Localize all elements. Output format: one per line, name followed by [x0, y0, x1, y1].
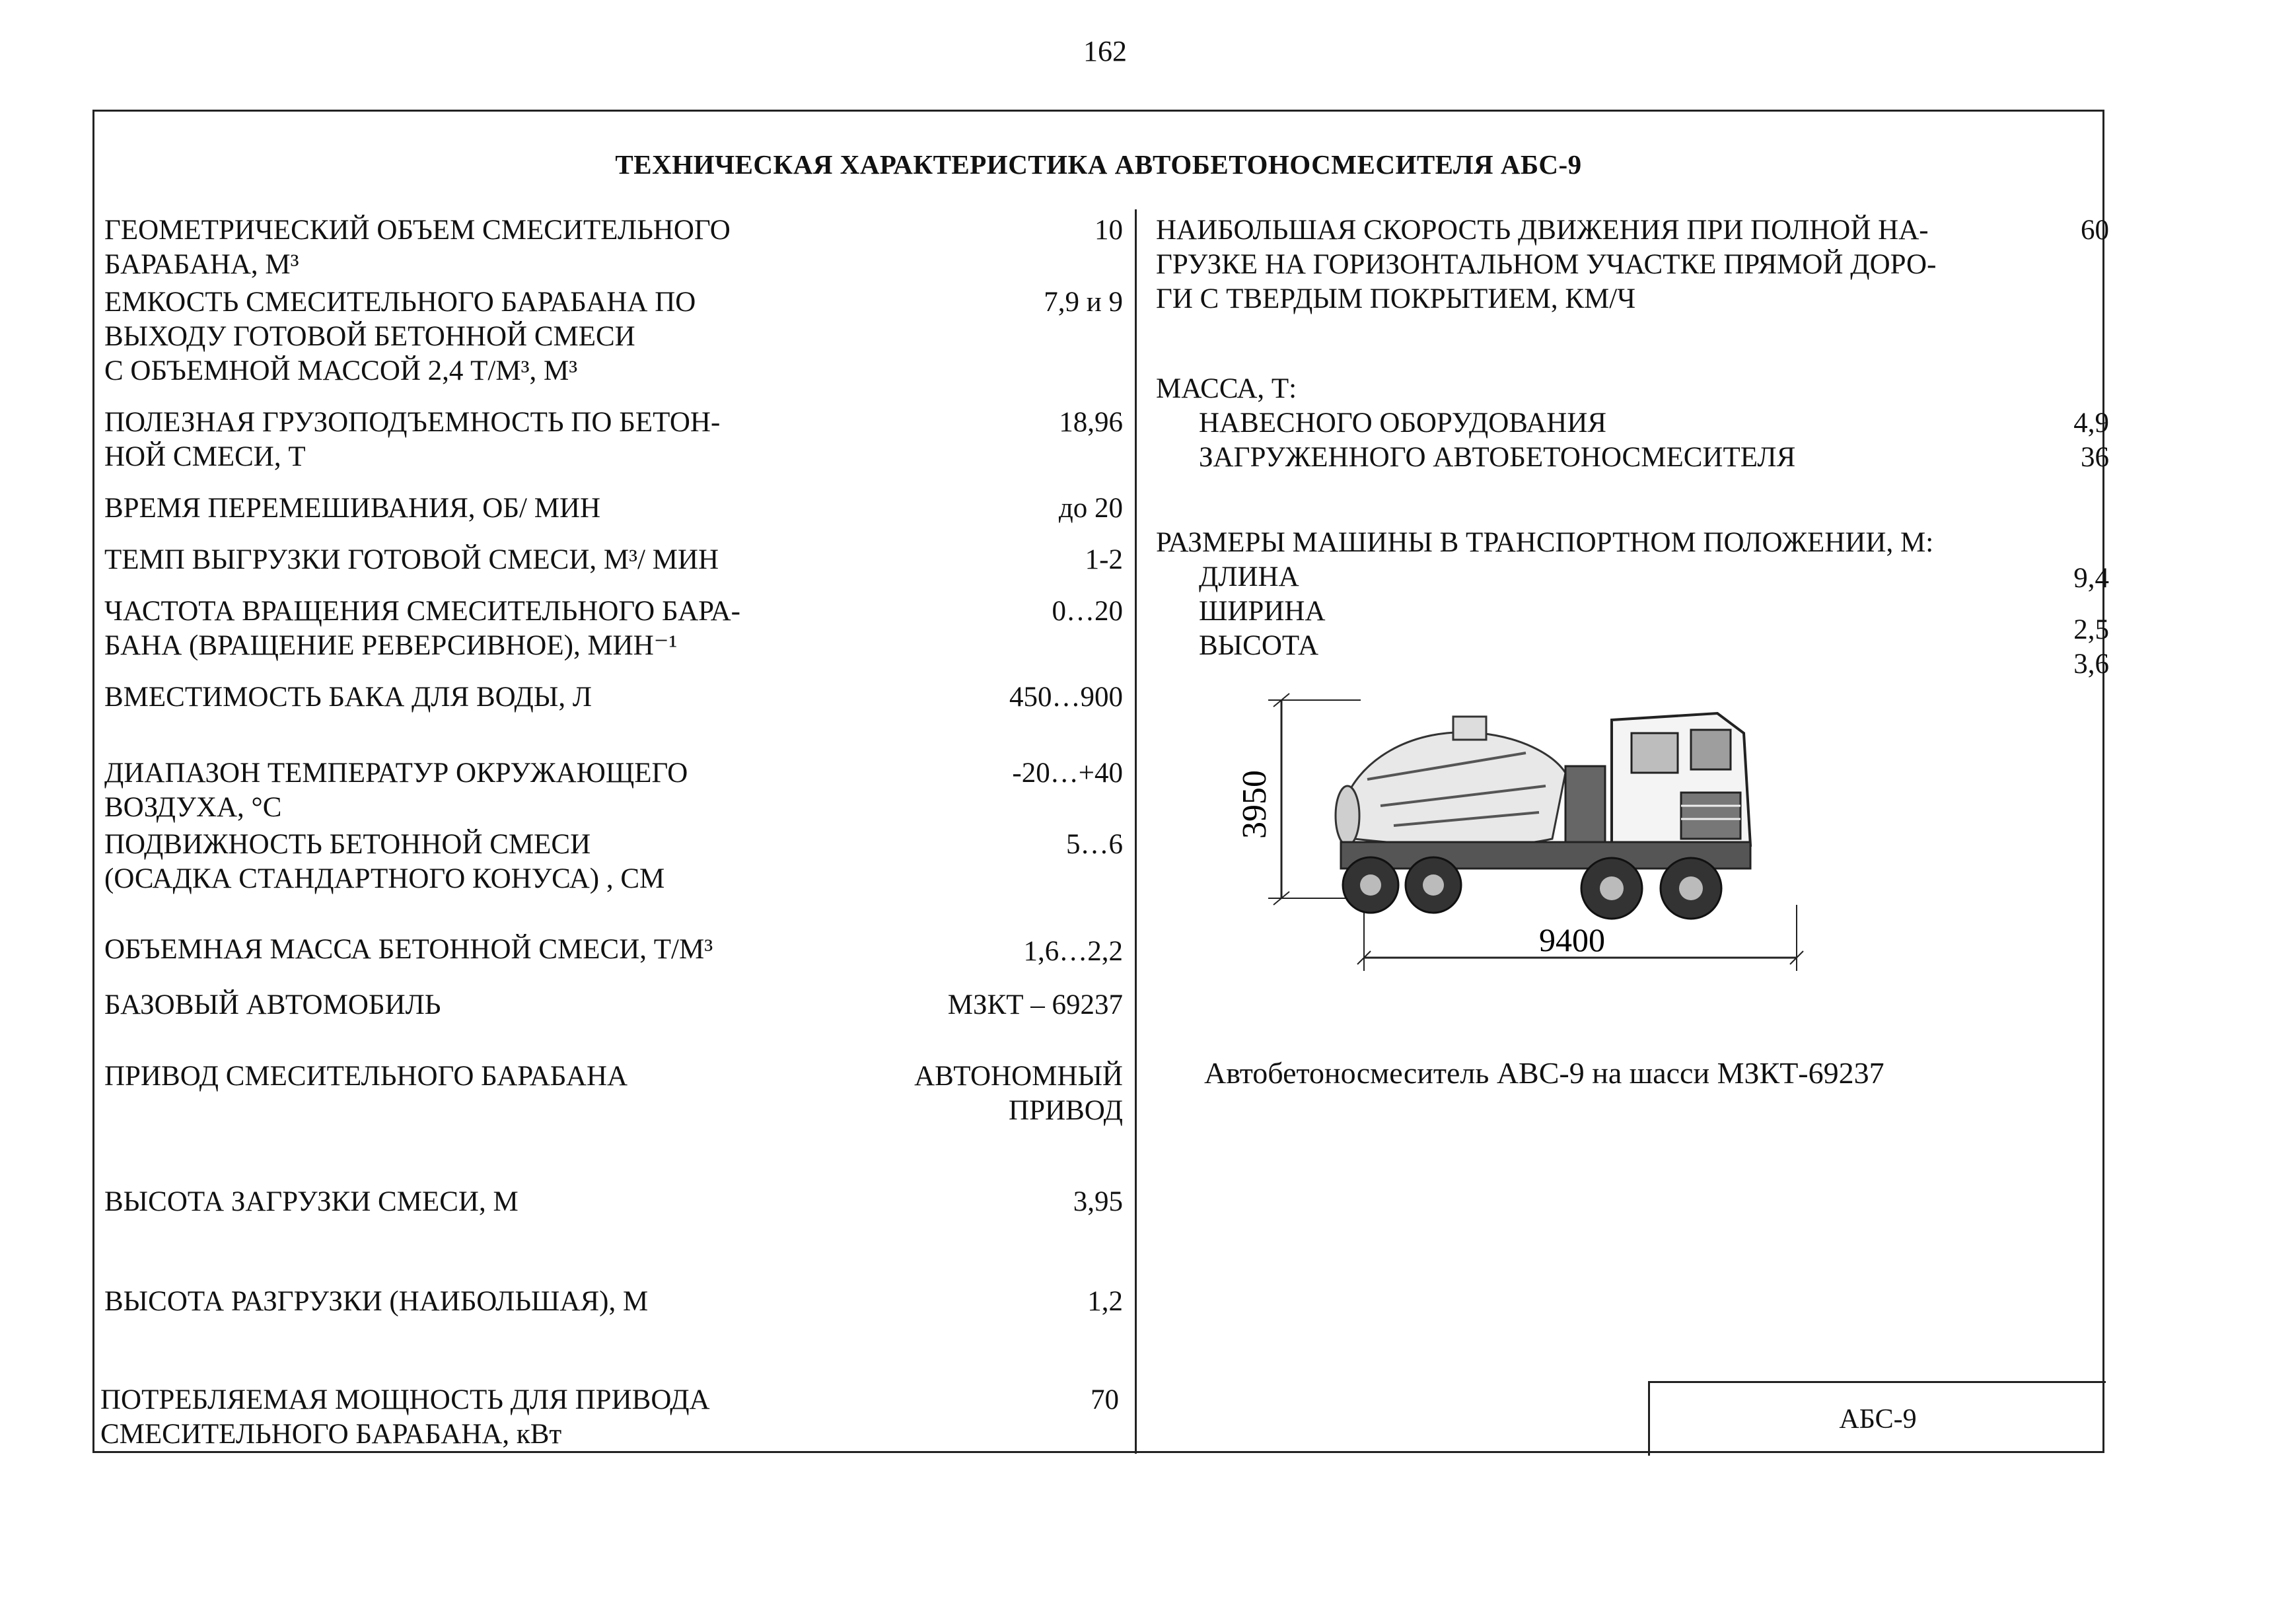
size-item-value: 9,4 [2073, 563, 2109, 594]
spec-label: ВЫСОТА ЗАГРУЗКИ СМЕСИ, М [104, 1186, 519, 1217]
mixer-drum [1336, 717, 1565, 847]
spec-label: ВМЕСТИМОСТЬ БАКА ДЛЯ ВОДЫ, Л [104, 682, 592, 713]
truck-drawing [1236, 680, 1810, 984]
spec-label: ПОДВИЖНОСТЬ БЕТОННОЙ СМЕСИ (ОСАДКА СТАНДАРТНОГО КОНУСА) , СМ [104, 829, 665, 894]
dimension-height-label: 3950 [1236, 770, 1274, 839]
spec-label: ВРЕМЯ ПЕРЕМЕШИВАНИЯ, ОБ/ МИН [104, 493, 601, 524]
spec-label: ГЕОМЕТРИЧЕСКИЙ ОБЪЕМ СМЕСИТЕЛЬНОГО БАРАБАНА, М³ [104, 215, 731, 280]
truck-cab [1565, 713, 1750, 852]
size-item-value: 3,6 [2073, 649, 2109, 680]
spec-value: 10 [1094, 215, 1123, 246]
mass-item-label: ЗАГРУЖЕННОГО АВТОБЕТОНОСМЕСИТЕЛЯ [1199, 442, 1796, 473]
spec-value: 0…20 [1052, 596, 1123, 627]
speed-value: 60 [2081, 215, 2109, 246]
spec-value: 1,6…2,2 [1023, 936, 1123, 967]
spec-label: ПОЛЕЗНАЯ ГРУЗОПОДЪЕМНОСТЬ ПО БЕТОН- НОЙ СМЕСИ, Т [104, 407, 721, 472]
dimension-length-label: 9400 [1539, 921, 1605, 958]
size-item-label: ВЫСОТА [1199, 630, 1319, 661]
spec-label: ОБЪЕМНАЯ МАССА БЕТОННОЙ СМЕСИ, Т/М³ [104, 934, 713, 965]
spec-value: 1-2 [1085, 544, 1123, 575]
spec-value: АВТОНОМНЫЙ ПРИВОД [914, 1061, 1123, 1126]
spec-value: 450…900 [1009, 682, 1123, 713]
mass-item-value: 36 [2081, 442, 2109, 473]
spec-value: 5…6 [1066, 829, 1123, 860]
size-item-value: 2,5 [2073, 614, 2109, 645]
spec-value: 18,96 [1059, 407, 1123, 438]
spec-label: ПОТРЕБЛЯЕМАЯ МОЩНОСТЬ ДЛЯ ПРИВОДА СМЕСИТЕЛЬНОГО БАРАБАНА, кВт [100, 1384, 710, 1450]
spec-label: БАЗОВЫЙ АВТОМОБИЛЬ [104, 989, 441, 1020]
spec-label: ПРИВОД СМЕСИТЕЛЬНОГО БАРАБАНА [104, 1061, 628, 1092]
mass-item-label: НАВЕСНОГО ОБОРУДОВАНИЯ [1199, 408, 1607, 439]
spec-label: ЕМКОСТЬ СМЕСИТЕЛЬНОГО БАРАБАНА ПО ВЫХОДУ ГОТОВОЙ БЕТОННОЙ СМЕСИ С ОБЪЕМНОЙ МАССОЙ 2,4 Т/М³, М³ [104, 287, 696, 386]
spec-label: ТЕМП ВЫГРУЗКИ ГОТОВОЙ СМЕСИ, М³/ МИН [104, 544, 719, 575]
size-item-label: ДЛИНА [1199, 561, 1299, 592]
spec-value: 3,95 [1073, 1186, 1123, 1217]
size-heading: РАЗМЕРЫ МАШИНЫ В ТРАНСПОРТНОМ ПОЛОЖЕНИИ, М: [1156, 527, 1934, 558]
mass-heading: МАССА, Т: [1156, 373, 1297, 404]
document-title: ТЕХНИЧЕСКАЯ ХАРАКТЕРИСТИКА АВТОБЕТОНОСМЕСИТЕЛЯ АБС-9 [615, 149, 1582, 180]
spec-value: 70 [1091, 1384, 1119, 1415]
spec-label: ДИАПАЗОН ТЕМПЕРАТУР ОКРУЖАЮЩЕГО ВОЗДУХА, °С [104, 758, 688, 823]
spec-label: ЧАСТОТА ВРАЩЕНИЯ СМЕСИТЕЛЬНОГО БАРА- БАНА (ВРАЩЕНИЕ РЕВЕРСИВНОЕ), МИН⁻¹ [104, 596, 740, 661]
spec-value: до 20 [1058, 493, 1123, 524]
spec-value: МЗКТ – 69237 [947, 989, 1123, 1020]
spec-value: 7,9 и 9 [1044, 287, 1123, 318]
spec-value: -20…+40 [1012, 758, 1123, 789]
mass-item-value: 4,9 [2073, 408, 2109, 439]
spec-label: ВЫСОТА РАЗГРУЗКИ (НАИБОЛЬШАЯ), М [104, 1286, 649, 1317]
spec-value: 1,2 [1087, 1286, 1123, 1317]
figure-caption: Автобетоносмеситель АВС-9 на шасси МЗКТ-69237 [1204, 1056, 1884, 1090]
title-block-stamp: АБС-9 [1648, 1381, 2106, 1456]
speed-label: НАИБОЛЬШАЯ СКОРОСТЬ ДВИЖЕНИЯ ПРИ ПОЛНОЙ НА- ГРУЗКЕ НА ГОРИЗОНТАЛЬНОМ УЧАСТКЕ ПРЯМОЙ ДОРО- ГИ С ТВЕРДЫМ ПОКРЫТИЕМ, КМ/Ч [1156, 215, 1937, 314]
column-divider [1135, 209, 1137, 1454]
page-number: 162 [1083, 35, 1127, 67]
size-item-label: ШИРИНА [1199, 596, 1326, 627]
